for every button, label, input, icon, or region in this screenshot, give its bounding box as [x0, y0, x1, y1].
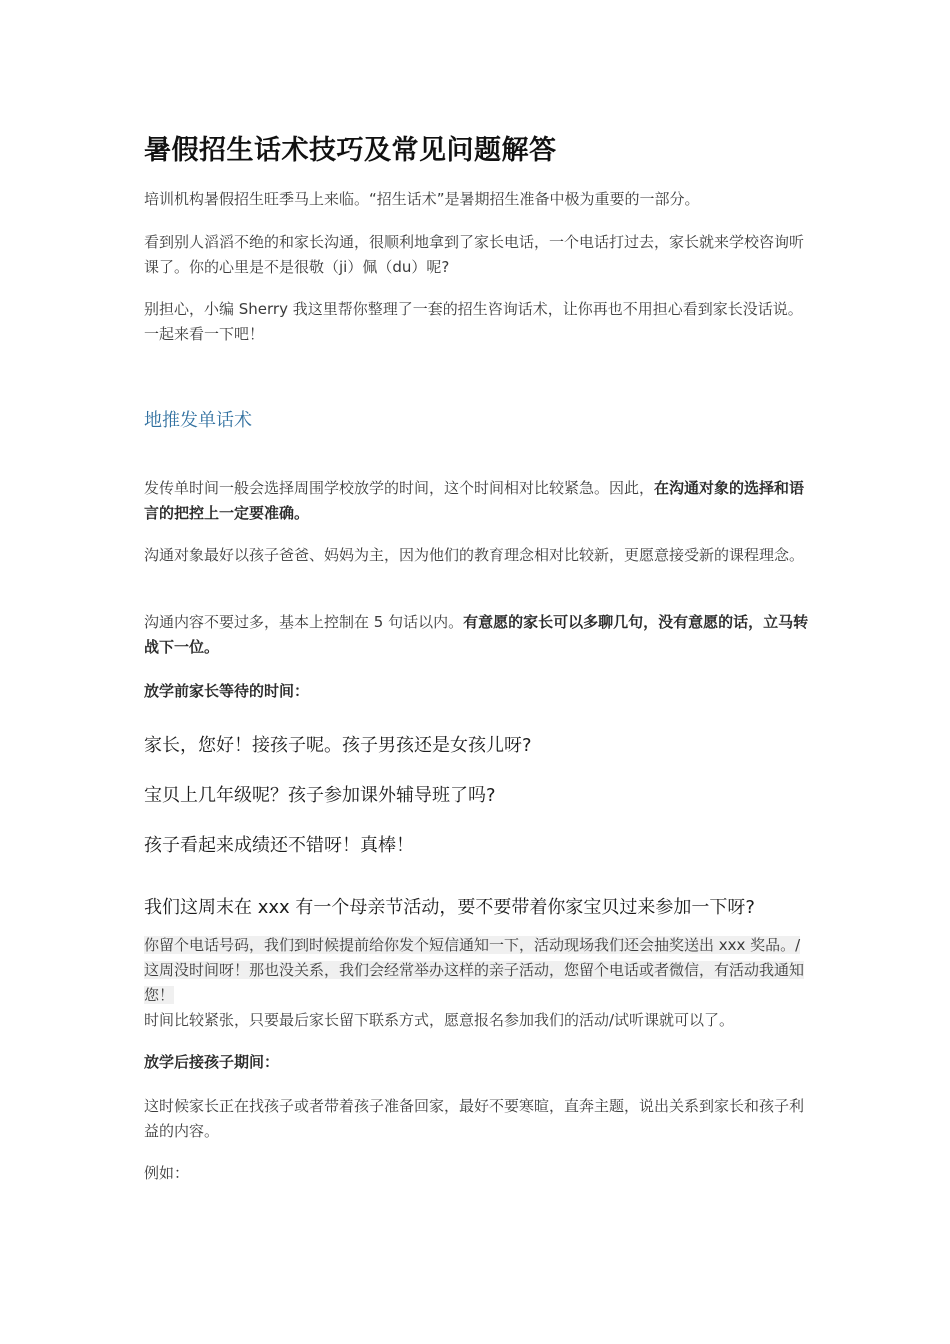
- intro-paragraph-2: 看到别人滔滔不绝的和家长沟通，很顺利地拿到了家长电话，一个电话打过去，家长就来学校咨询听课了。你的心里是不是很敬（ji）佩（du）呢?: [144, 233, 805, 276]
- subheading-after-school: 放学后接孩子期间：: [144, 1053, 280, 1071]
- dialog-line-4: 我们这周末在 xxx 有一个母亲节活动，要不要带着你家宝贝过来参加一下呀?: [144, 897, 755, 918]
- paragraph-content-bold: 有意愿的家长可以多聊几句，没有意愿的话，立马转战下一位。: [144, 613, 809, 656]
- intro-paragraph-3: 别担心，小编 Sherry 我这里帮你整理了一套的招生咨询话术，让你再也不用担心看到家长没话说。一起来看一下吧！: [144, 300, 803, 343]
- paragraph-after-school: 这时候家长正在找孩子或者带着孩子准备回家，最好不要寒暄，直奔主题，说出关系到家长和孩子利益的内容。: [144, 1097, 805, 1140]
- intro-paragraph-1: 培训机构暑假招生旺季马上来临。“招生话术”是暑期招生准备中极为重要的一部分。: [144, 190, 700, 208]
- paragraph-content: [144, 610, 810, 660]
- dialog-line-3: 孩子看起来成绩还不错呀！真棒！: [144, 835, 414, 856]
- highlighted-text: 你留个电话号码，我们到时候提前给你发个短信通知一下，活动现场我们还会抽奖送出 xxx 奖品。/ 这周没时间呀！那也没关系，我们会经常举办这样的亲子活动，您留个电话或者微信，有活动我通知您！: [144, 936, 805, 1004]
- dialog-line-2: 宝贝上几年级呢？孩子参加课外辅导班了吗?: [144, 785, 496, 806]
- paragraph-target: 沟通对象最好以孩子爸爸、妈妈为主，因为他们的教育理念相对比较新，更愿意接受新的课程理念。: [144, 546, 805, 564]
- paragraph-timing: [144, 476, 810, 526]
- highlighted-paragraph: [144, 933, 810, 1033]
- paragraph-timing-text: 发传单时间一般会选择周围学校放学的时间，这个时间相对比较紧急。因此，: [144, 479, 655, 497]
- section-heading: 地推发单话术: [144, 410, 252, 431]
- subheading-before-school: 放学前家长等待的时间：: [144, 682, 310, 700]
- paragraph-example: 例如：: [144, 1164, 190, 1182]
- paragraph-content-text: 沟通内容不要过多，基本上控制在 5 句话以内。: [144, 613, 464, 631]
- page-title: 暑假招生话术技巧及常见问题解答: [144, 135, 557, 166]
- paragraph-timing-bold: 在沟通对象的选择和语言的把控上一定要准确。: [144, 479, 805, 522]
- dialog-line-1: 家长，您好！接孩子呢。孩子男孩还是女孩儿呀?: [144, 735, 532, 756]
- after-highlight-text: 时间比较紧张，只要最后家长留下联系方式，愿意报名参加我们的活动/试听课就可以了。: [144, 1011, 735, 1029]
